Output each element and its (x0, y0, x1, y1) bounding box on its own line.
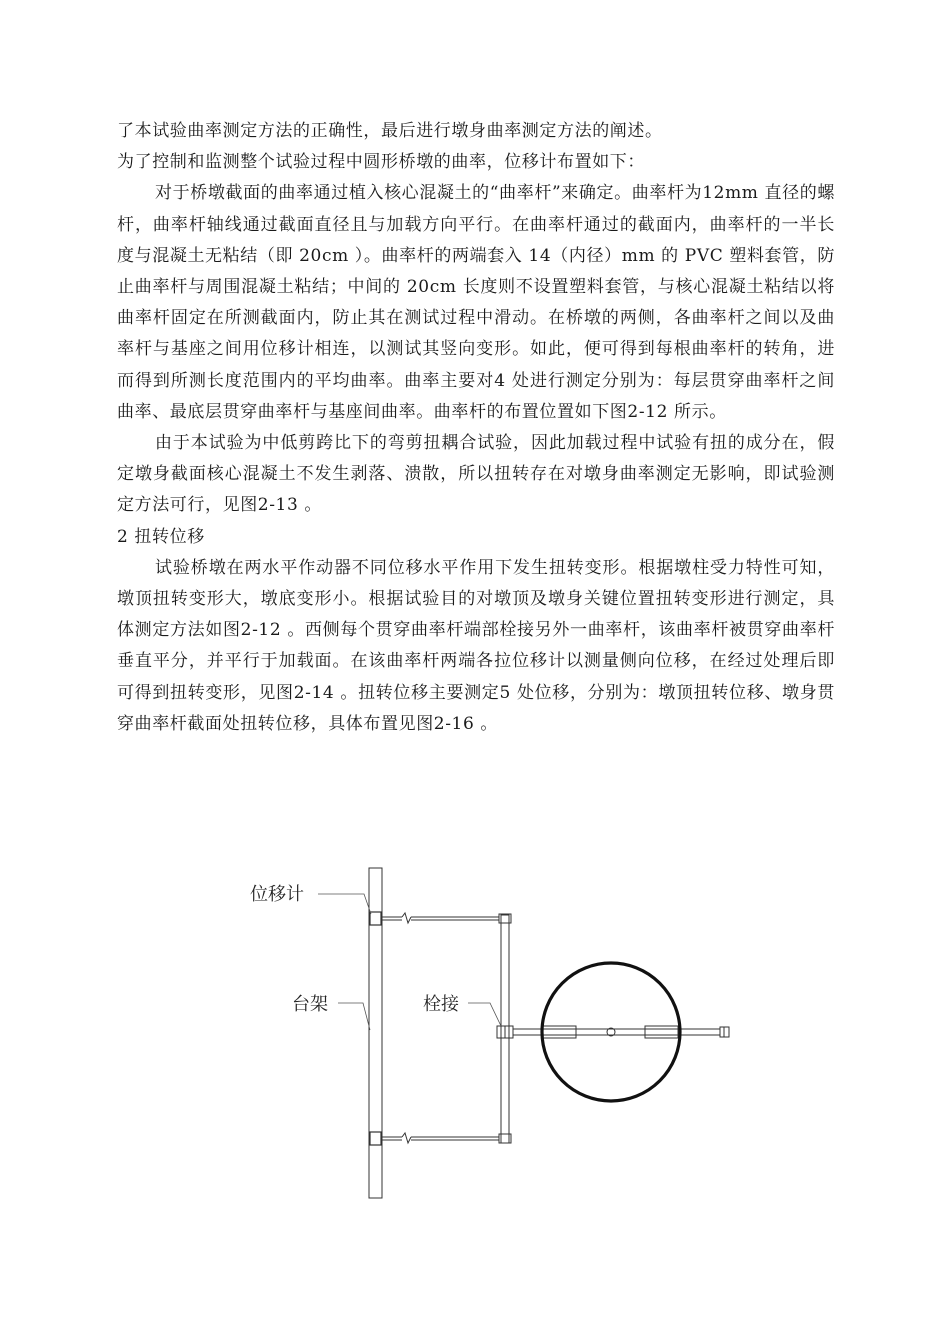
body-text (117, 116, 835, 740)
section-heading: 2 扭转位移 (117, 526, 205, 547)
paragraph-2: 对于桥墩截面的曲率通过植入核心混凝土的“曲率杆”来确定。曲率杆为12mm 直径的螺杆，曲率杆轴线通过截面直径且与加载方向平行。在曲率杆通过的截面内，曲率杆的一半长度与混凝土无粘结（即 20cm ）。曲率杆的两端套入 14（内径）mm 的 PVC 塑料套管，防止曲率杆与周围混凝土粘结；中间的 20cm 长度则不设置塑料套管，与核心混凝土粘结以将曲率杆固定在所测截面内，防止其在测试过程中滑动。在桥墩的两侧，各曲率杆之间以及曲率杆与基座之间用位移计相连，以测试其竖向变形。如此，便可得到每根曲率杆的转角，进而得到所测长度范围内的平均曲率。曲率主要对4 处进行测定分别为：每层贯穿曲率杆之间曲率、最底层贯穿曲率杆与基座间曲率。曲率杆的布置位置如下图2-12 所示。 (117, 183, 835, 422)
leader-frame (338, 1003, 370, 1030)
leader-bolt (468, 1003, 501, 1026)
frame-post (369, 868, 382, 1198)
lower-meter-block (370, 1132, 381, 1145)
pier-cross-section (542, 963, 680, 1101)
label-bolted: 栓接 (423, 994, 459, 1015)
leader-meter (318, 894, 371, 914)
upper-meter-block (370, 912, 381, 925)
paragraph-3: 由于本试验为中低剪跨比下的弯剪扭耦合试验，因此加载过程中试验有扭的成分在，假定墩身截面核心混凝土不发生剥落、溃散，所以扭转存在对墩身曲率测定无影响，即试验测定方法可行，见图2-13 。 (117, 433, 835, 516)
label-displacement-meter: 位移计 (250, 884, 304, 905)
label-frame: 台架 (292, 994, 328, 1015)
right-sleeve (645, 1026, 678, 1038)
measurement-diagram (0, 860, 950, 1220)
paragraph-1: 为了控制和监测整个试验过程中圆形桥墩的曲率，位移计布置如下： (117, 152, 645, 173)
diagram-drawing (0, 860, 950, 1220)
paragraph-5: 试验桥墩在两水平作动器不同位移水平作用下发生扭转变形。根据墩柱受力特性可知，墩顶扭转变形大，墩底变形小。根据试验目的对墩顶及墩身关键位置扭转变形进行测定，具体测定方法如图2-12 。西侧每个贯穿曲率杆端部栓接另外一曲率杆，该曲率杆被贯穿曲率杆垂直平分，并平行于加载面。在该曲率杆两端各拉位移计以测量侧向位移，在经过处理后即可得到扭转变形，见图2-14 。扭转位移主要测定5 处位移，分别为：墩顶扭转位移、墩身贯穿曲率杆截面处扭转位移，具体布置见图2-16 。 (117, 557, 835, 734)
left-sleeve (543, 1026, 576, 1038)
paragraph-0: 了本试验曲率测定方法的正确性，最后进行墩身曲率测定方法的阐述。 (117, 121, 663, 141)
